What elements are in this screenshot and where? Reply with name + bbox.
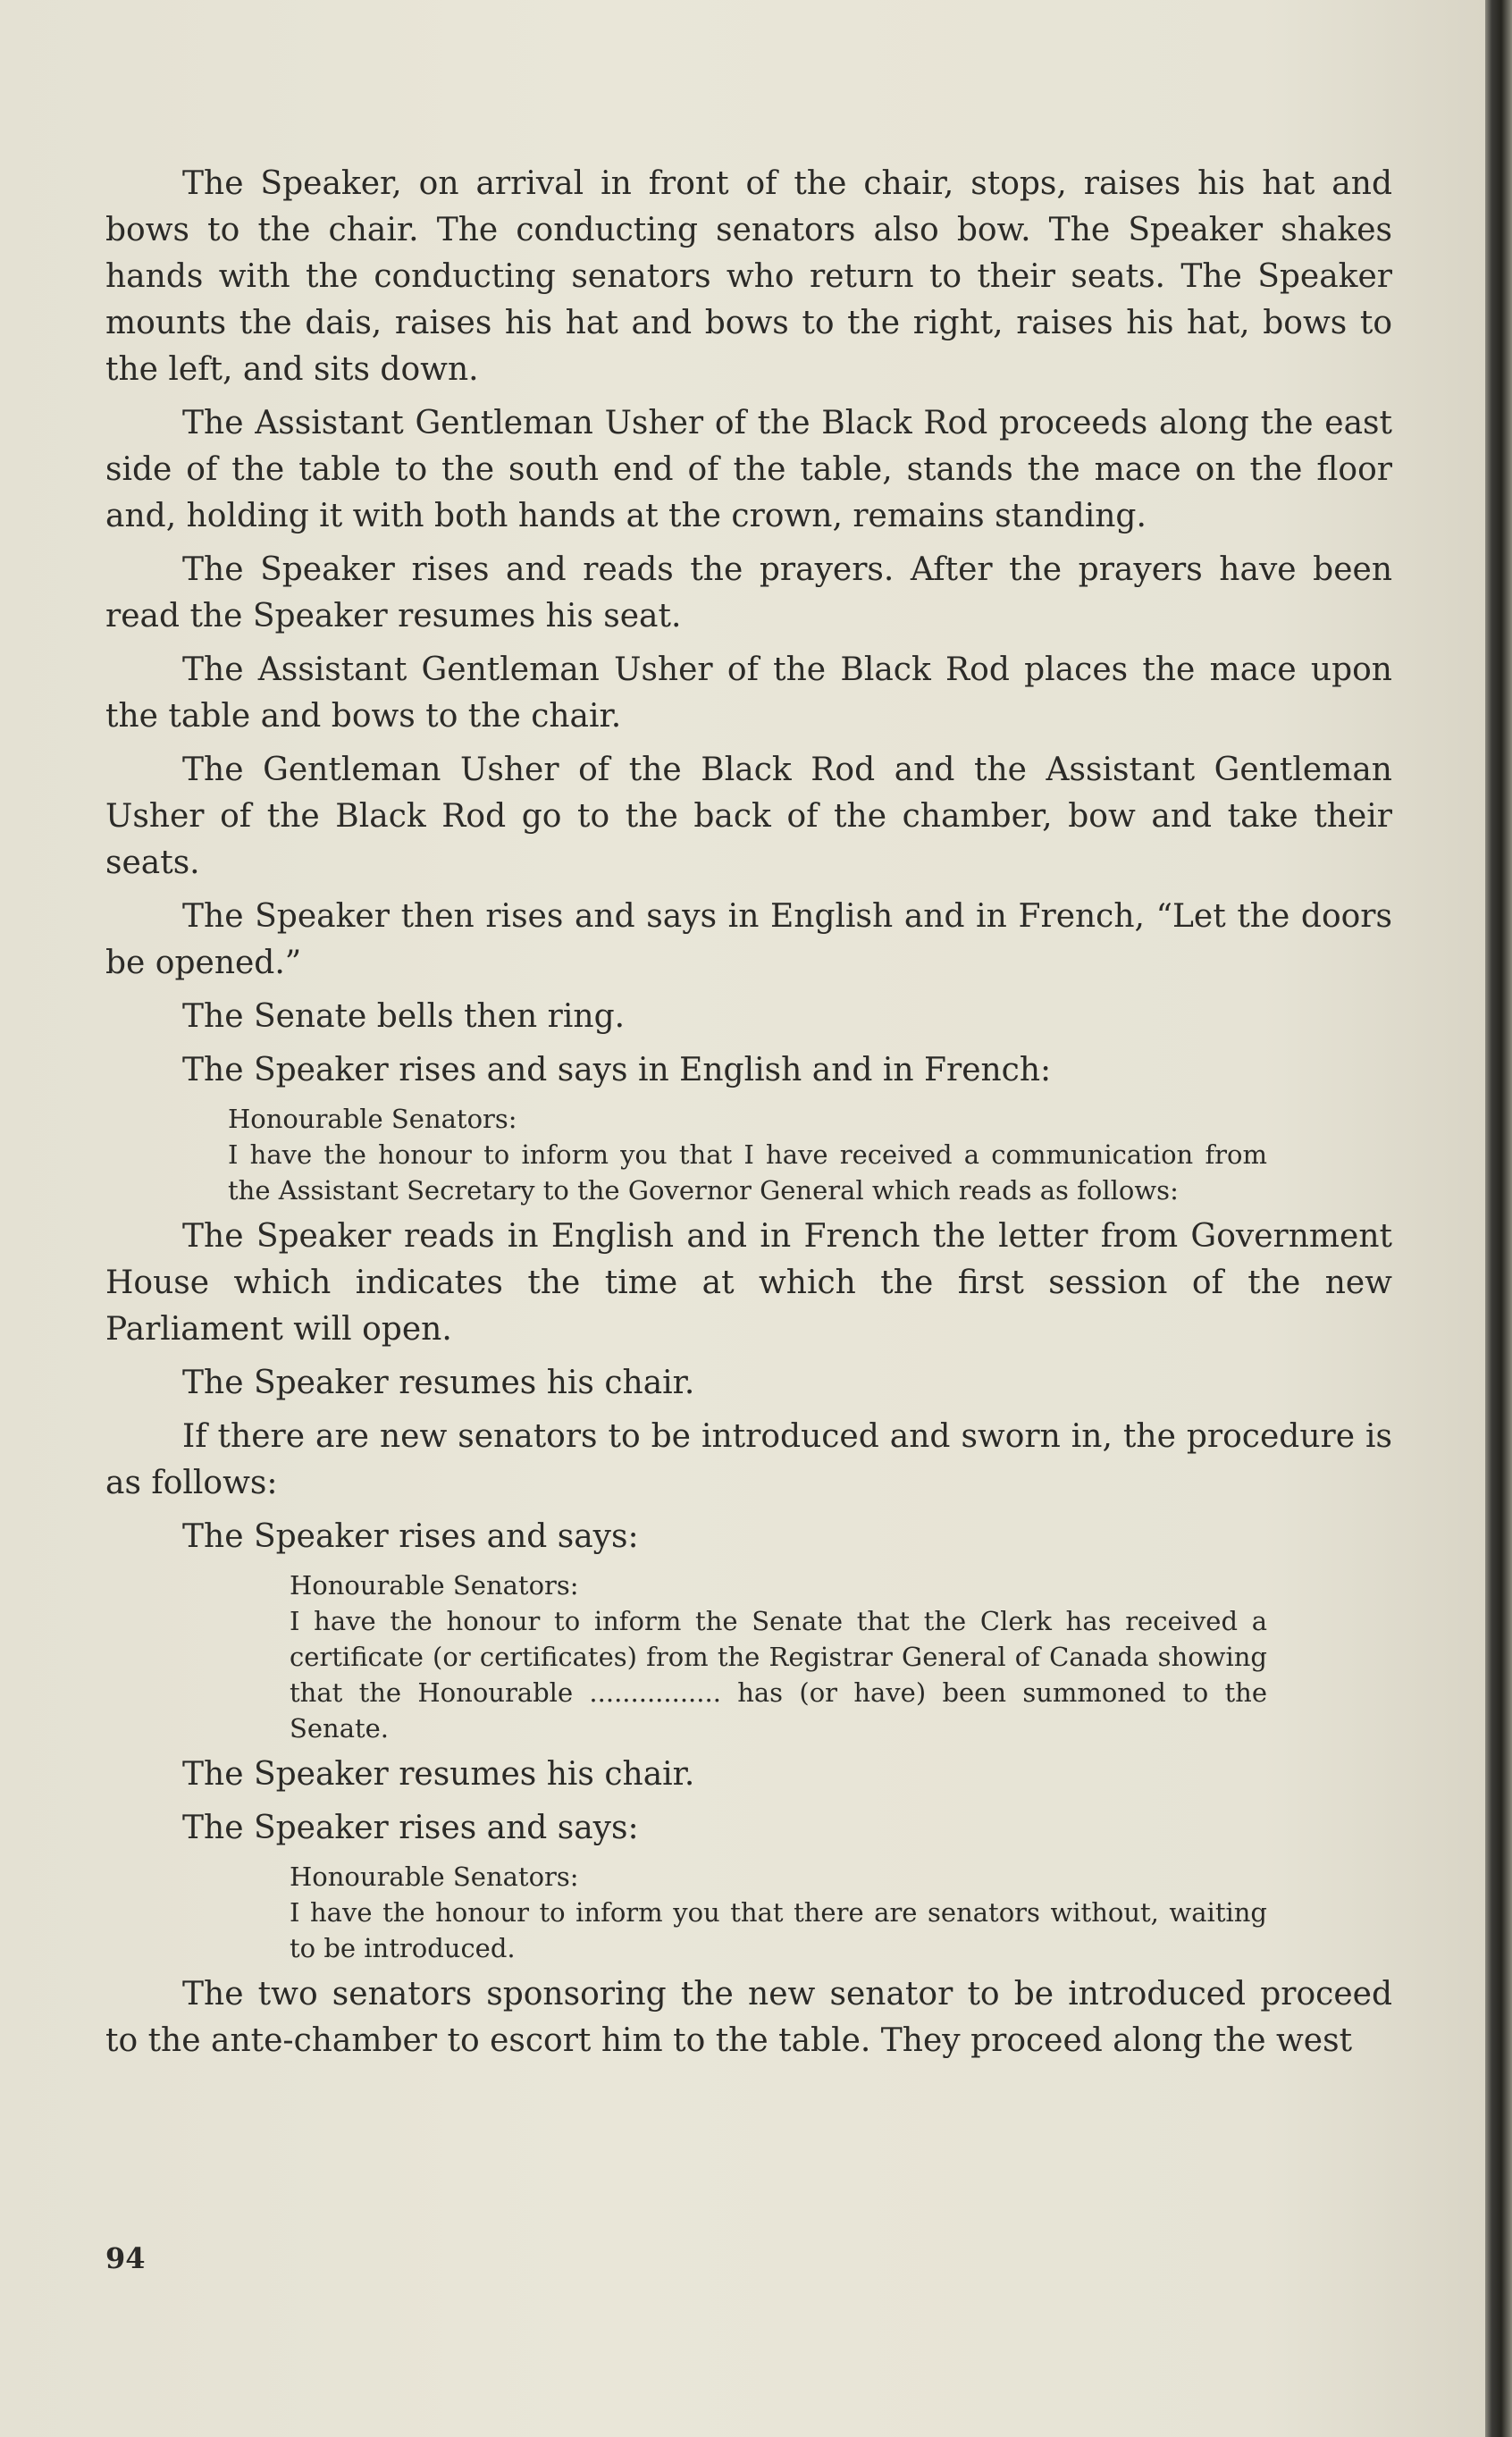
paragraph: The Speaker rises and says in English and in French: <box>182 1052 1052 1088</box>
paragraph: The Speaker resumes his chair. <box>182 1365 695 1401</box>
paragraph: The Speaker rises and says: <box>182 1518 639 1555</box>
paragraph: If there are new senators to be introduced and sworn in, the procedure is as follows: <box>105 1418 1392 1501</box>
paragraph: The two senators sponsoring the new senator to be introduced proceed to the ante-chamber to escort him to the table. They proceed along the west <box>105 1976 1392 2059</box>
quote-salutation: Honourable Senators: <box>290 1570 579 1601</box>
quote-salutation: Honourable Senators: <box>290 1861 579 1892</box>
page-body <box>105 161 1392 2071</box>
paragraph: The Speaker reads in English and in French the letter from Government House which indicates the time at which the first session of the new Parliament will open. <box>105 1218 1392 1348</box>
page-number: 94 <box>105 2241 146 2275</box>
paragraph: The Gentleman Usher of the Black Rod and the Assistant Gentleman Usher of the Black Rod go to the back of the chamber, bow and take their seats. <box>105 752 1392 881</box>
paragraph: The Speaker then rises and says in English and in French, “Let the doors be opened.” <box>105 898 1392 981</box>
quoted-address <box>105 1859 1392 1966</box>
quote-text: I have the honour to inform you that there are senators without, waiting to be introduced. <box>290 1897 1267 1963</box>
paragraph: The Speaker resumes his chair. <box>182 1756 695 1793</box>
quote-text: I have the honour to inform the Senate that the Clerk has received a certificate (or certificates) from the Registrar General of Canada showing that the Honourable ................ has (or have) been summoned to the Senate. <box>290 1606 1267 1744</box>
paragraph: The Assistant Gentleman Usher of the Black Rod places the mace upon the table and bows to the chair. <box>105 651 1392 735</box>
quote-salutation: Honourable Senators: <box>228 1104 517 1134</box>
paragraph: The Speaker rises and reads the prayers. After the prayers have been read the Speaker resumes his seat. <box>105 551 1392 634</box>
paragraph: The Speaker rises and says: <box>182 1810 639 1846</box>
quoted-address <box>105 1101 1392 1208</box>
quoted-address <box>105 1567 1392 1746</box>
book-spine-edge <box>1485 0 1512 2437</box>
paragraph: The Assistant Gentleman Usher of the Black Rod proceeds along the east side of the table to the south end of the table, stands the mace on the floor and, holding it with both hands at the crown, remains standing. <box>105 405 1392 534</box>
paragraph: The Speaker, on arrival in front of the chair, stops, raises his hat and bows to the chair. The conducting senators also bow. The Speaker shakes hands with the conducting senators who return to their seats. The Speaker mounts the dais, raises his hat and bows to the right, raises his hat, bows to the left, and sits down. <box>105 165 1392 388</box>
quote-text: I have the honour to inform you that I have received a communication from the Assistant Secretary to the Governor General which reads as follows: <box>228 1139 1267 1206</box>
paragraph: The Senate bells then ring. <box>182 998 626 1035</box>
